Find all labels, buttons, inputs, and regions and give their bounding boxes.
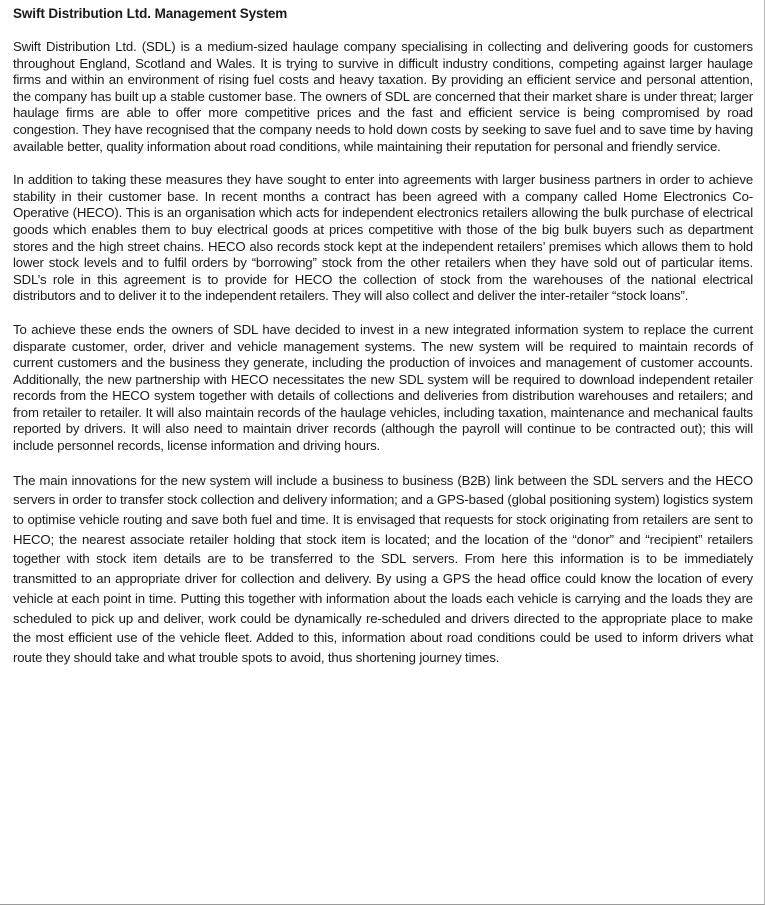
paragraph-company-overview: Swift Distribution Ltd. (SDL) is a medium-sized haulage company specialising in collecting and delivering goods for customers throughout England, Scotland and Wales. It is trying to survive in difficult industry conditions, competing against larger haulage firms and within an environment of rising fuel costs and heavy taxation. By providing an efficient service and personal attention, the company has built up a stable customer base. The owners of SDL are concerned that their market share is under threat; larger haulage firms are able to offer more competitive prices and the fast and efficient service is being compromised by road congestion. They have recognised that the company needs to hold down costs by seeking to save fuel and to save time by having available better, quality information about road conditions, while maintaining their reputation for personal and friendly service. (13, 39, 753, 154)
paragraph-new-system-requirements: To achieve these ends the owners of SDL have decided to invest in a new integrated information system to replace the current disparate customer, order, driver and vehicle management systems. The new system will be required to maintain records of current customers and the business they generate, including the production of invoices and management of customer accounts. Additionally, the new partnership with HECO necessitates the new SDL system will be required to download independent retailer records from the HECO system together with details of collections and deliveries from distribution warehouses and retailers; and from retailer to retailer. It will also maintain records of the haulage vehicles, including taxation, maintenance and mechanical faults reported by drivers. It will also need to maintain driver records (although the payroll will continue to be contracted out); this will include personnel records, license information and driving hours. (13, 321, 753, 454)
paragraph-innovations: The main innovations for the new system will include a business to business (B2B) link between the SDL servers and the HECO servers in order to transfer stock collection and delivery information; and a GPS-based (global positioning system) logistics system to optimise vehicle routing and save both fuel and time. It is envisaged that requests for stock originating from retailers are sent to HECO; the nearest associate retailer holding that stock item is located; and the location of the “donor” and “recipient” retailers together with stock item details are to be transferred to the SDL servers. From here this information is to be immediately transmitted to an appropriate driver for collection and delivery. By using a GPS the head office could know the location of every vehicle at each point in time. Putting this together with information about the loads each vehicle is carrying and the loads they are scheduled to pick up and deliver, work could be dynamically re-scheduled and drivers directed to the appropriate place to make the most efficient use of the vehicle fleet. Added to this, information about road conditions could be used to inform drivers what route they should take and what trouble spots to avoid, thus shortening journey times. (13, 472, 753, 665)
document-title: Swift Distribution Ltd. Management System (13, 6, 288, 21)
document-body (13, 5, 753, 685)
paragraph-heco-agreement: In addition to taking these measures they have sought to enter into agreements with larger business partners in order to achieve stability in their customer base. In recent months a contract has been agreed with a company called Home Electronics Co-Operative (HECO). This is an organisation which acts for independent electronics retailers allowing the bulk purchase of electrical goods which enables them to buy electrical goods at prices competitive with those of the big bulk buyers such as department stores and the high street chains. HECO also records stock kept at the independent retailers’ premises which allows them to hold lower stock levels and to fulfil orders by “borrowing” stock from the other retailers when they have sold out of particular items. SDL’s role in this agreement is to provide for HECO the collection of stock from the warehouses of the national electrical distributors and to deliver it to the independent retailers. They will also collect and deliver the inter-retailer “stock loans”. (13, 172, 753, 304)
